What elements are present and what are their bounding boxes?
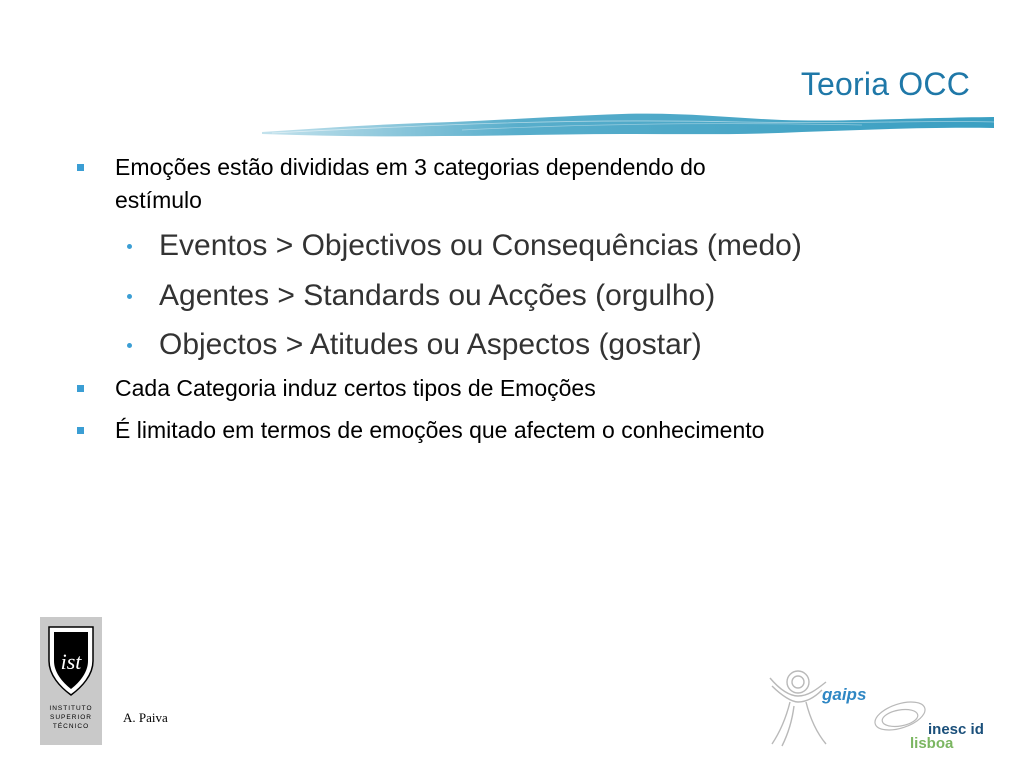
bullet-item (115, 372, 895, 405)
bullet-text-line1: Emoções estão divididas em 3 categorias dependendo do (115, 154, 706, 180)
sub-bullet-text: Agentes > Standards ou Acções (orgulho) (159, 279, 716, 312)
partner-logos (760, 656, 990, 756)
sub-bullet-text: Objectos > Atitudes ou Aspectos (gostar) (159, 328, 702, 361)
bullet-item (115, 151, 895, 217)
svg-text:ist: ist (60, 649, 82, 674)
slide-title: Teoria OCC (800, 66, 970, 102)
ist-logo-text: TÉCNICO (52, 723, 90, 730)
round-bullet-icon (127, 343, 132, 348)
ist-logo-text: SUPERIOR (50, 714, 92, 721)
bullet-item (115, 414, 895, 447)
square-bullet-icon (77, 427, 84, 434)
lisboa-logo-text: lisboa (910, 735, 954, 752)
inesc-swirl-icon (872, 697, 929, 736)
ist-logo-text: INSTITUTO (49, 705, 93, 712)
sub-bullet-item (159, 226, 939, 266)
ist-logo (40, 617, 102, 745)
square-bullet-icon (77, 164, 84, 171)
sub-bullet-item (159, 325, 939, 365)
sub-bullet-text: Eventos > Objectivos ou Consequências (medo) (159, 229, 802, 262)
round-bullet-icon (127, 294, 132, 299)
gaips-figure-icon (770, 671, 826, 746)
square-bullet-icon (77, 385, 84, 392)
sub-bullet-item (159, 276, 939, 316)
bullet-text: Cada Categoria induz certos tipos de Emoções (115, 375, 596, 401)
bullet-text: É limitado em termos de emoções que afectem o conhecimento (115, 417, 765, 443)
inesc-logo-text: inesc id (928, 721, 984, 738)
gaips-logo-text: gaips (822, 685, 867, 704)
bullet-text-line2: estímulo (115, 187, 202, 213)
author-name: A. Paiva (123, 710, 168, 725)
round-bullet-icon (127, 244, 132, 249)
